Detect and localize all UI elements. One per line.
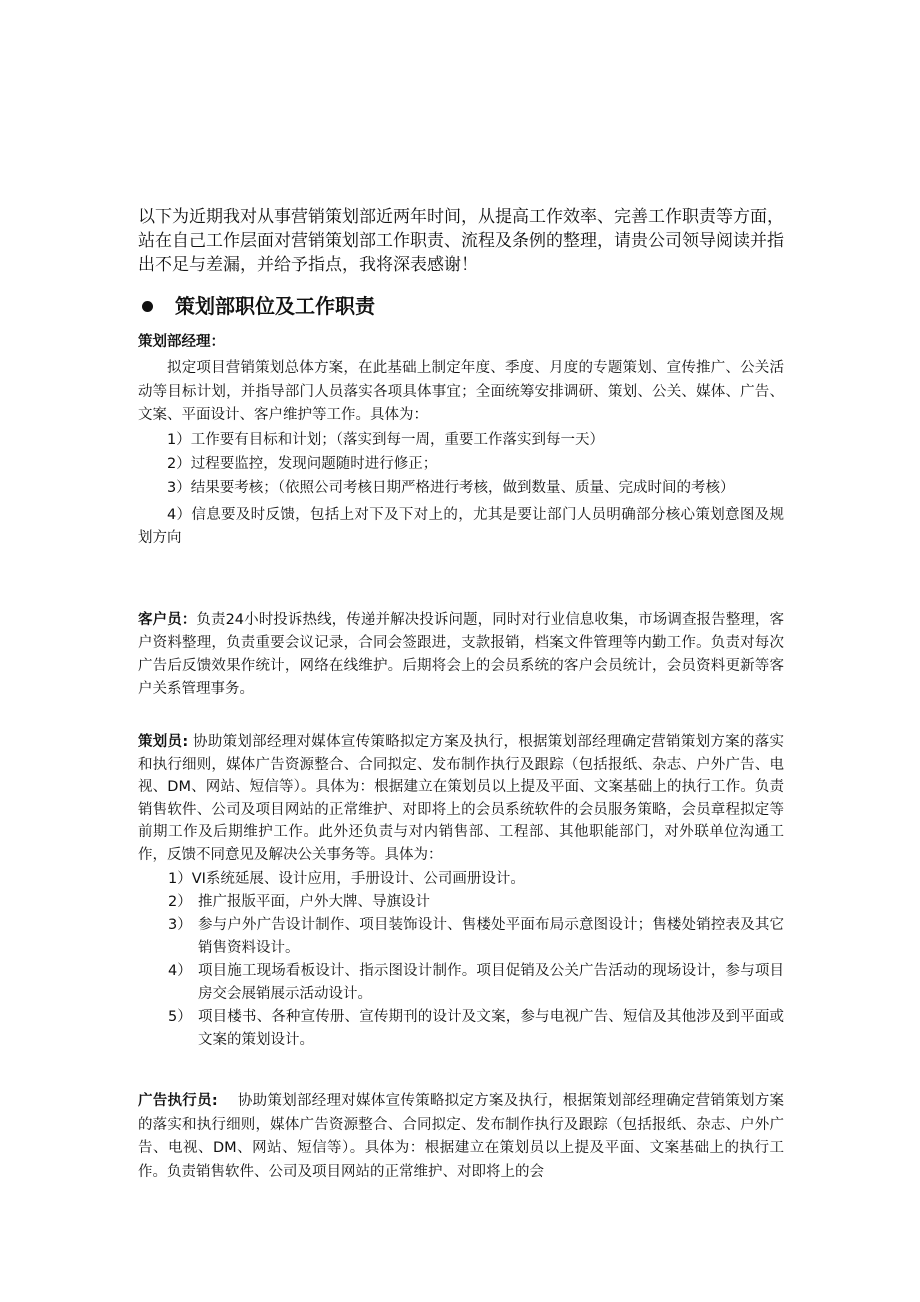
list-item-number: 5） (168, 1009, 192, 1025)
list-item-text: 项目楼书、各种宣传册、宣传期刊的设计及文案，参与电视广告、短信及其他涉及到平面或文案的策划设计。 (198, 1009, 784, 1048)
bullet-icon (142, 301, 153, 312)
ad-exec-title: 广告执行员: (138, 1093, 218, 1109)
manager-item-4: 4）信息要及时反馈，包括上对下及下对上的，尤其是要让部门人员明确部分核心策划意图及规划方向 (138, 506, 784, 546)
list-item-number: 2） (168, 894, 192, 910)
customer-rep-section (138, 609, 784, 701)
intro-paragraph: 以下为近期我对从事营销策划部近两年时间，从提高工作效率、完善工作职责等方面，站在自己工作层面对营销策划部工作职责、流程及条例的整理，请贵公司领导阅读并指出不足与差漏，并给予指点，我将深表感谢！ (138, 207, 784, 275)
ad-exec-section (138, 1090, 784, 1184)
list-item-number: 1） (168, 871, 192, 887)
list-item-text: 参与户外广告设计制作、项目装饰设计、售楼处平面布局示意图设计；售楼处销控表及其它销售资料设计。 (198, 917, 784, 956)
planner-title: 策划员: (138, 734, 189, 750)
section-heading-text: 策划部职位及工作职责 (175, 294, 375, 318)
list-item (138, 914, 784, 960)
manager-title: 策划部经理： (138, 334, 225, 350)
customer-rep-title: 客户员： (138, 612, 197, 628)
manager-body: 拟定项目营销策划总体方案，在此基础上制定年度、季度、月度的专题策划、宣传推广、公关活动等目标计划，并指导部门人员落实各项具体事宜；全面统筹安排调研、策划、公关、媒体、广告、文案、平面设计、客户维护等工作。具体为： (138, 360, 784, 423)
list-item (138, 960, 784, 1006)
manager-item-3: 3）结果要考核；（依照公司考核日期严格进行考核，做到数量、质量、完成时间的考核） (167, 479, 735, 496)
ad-exec-body: 协助策划部经理对媒体宣传策略拟定方案及执行，根据策划部经理确定营销策划方案的落实和执行细则，媒体广告资源整合、合同拟定、发布制作执行及跟踪（包括报纸、杂志、户外广告、电视、DM、网站、短信等）。具体为：根据建立在策划员以上提及平面、文案基础上的执行工作。负责销售软件、公司及项目网站的正常维护、对即将上的会 (138, 1093, 785, 1180)
section-heading (138, 292, 375, 320)
planner-list (138, 868, 784, 1052)
list-item-text: VI系统延展、设计应用，手册设计、公司画册设计。 (191, 871, 525, 887)
planner-paragraph (138, 731, 784, 866)
list-item-text: 项目施工现场看板设计、指示图设计制作。项目促销及公关广告活动的现场设计，参与项目房交会展销展示活动设计。 (198, 963, 784, 1002)
planner-body: 协助策划部经理对媒体宣传策略拟定方案及执行，根据策划部经理确定营销策划方案的落实和执行细则，媒体广告资源整合、合同拟定、发布制作执行及跟踪（包括报纸、杂志、户外广告、电视、DM、网站、短信等）。具体为：根据建立在策划员以上提及平面、文案基础上的执行工作。负责销售软件、公司及项目网站的正常维护、对即将上的会员系统软件的会员服务策略，会员章程拟定等前期工作及后期维护工作。此外还负责与对内销售部、工程部、其他职能部门，对外联单位沟通工作，反馈不同意见及解决公关事务等。具体为： (138, 734, 784, 863)
customer-rep-body: 负责24小时投诉热线，传递并解决投诉问题，同时对行业信息收集，市场调查报告整理，客户资料整理，负责重要会议记录，合同会签跟进，支款报销，档案文件管理等内勤工作。负责对每次广告后反馈效果作统计，网络在线维护。后期将会上的会员系统的客户会员统计，会员资料更新等客户关系管理事务。 (138, 612, 785, 697)
manager-item-1: 1）工作要有目标和计划；（落实到每一周，重要工作落实到每一天） (167, 431, 604, 448)
manager-section (138, 330, 784, 550)
planner-section (138, 731, 784, 1052)
list-item-text: 推广报版平面，户外大牌、导旗设计 (198, 894, 430, 910)
list-item-number: 3） (168, 917, 192, 933)
list-item (138, 891, 784, 914)
list-item (138, 868, 784, 891)
list-item (138, 1006, 784, 1052)
manager-item-2: 2）过程要监控，发现问题随时进行修正； (167, 455, 438, 472)
list-item-number: 4） (168, 963, 192, 979)
